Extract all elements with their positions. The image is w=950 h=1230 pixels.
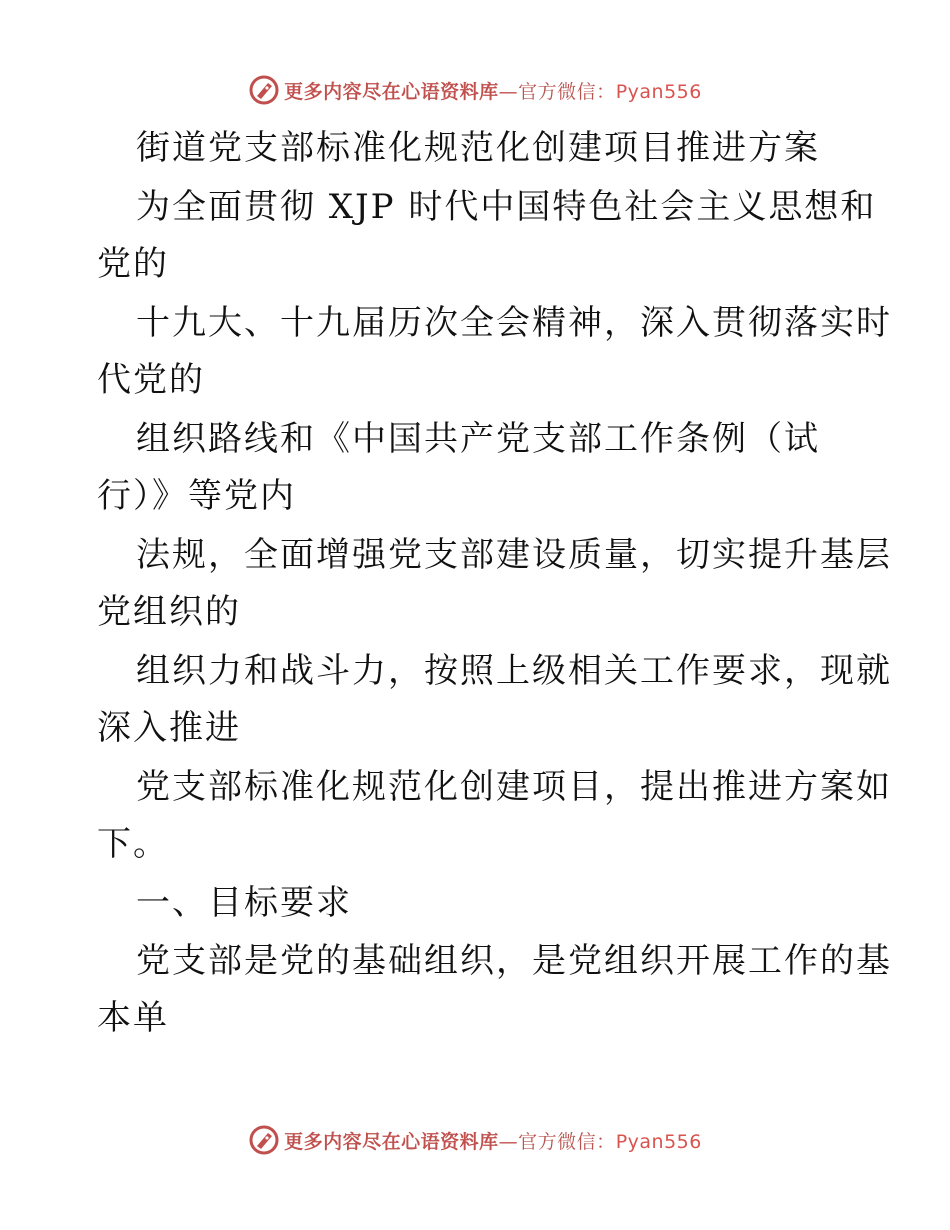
- paragraph-line: 党支部是党的基础组织，是党组织开展工作的基: [136, 941, 892, 981]
- banner-separator: —: [498, 80, 519, 103]
- header-banner: [0, 72, 950, 108]
- paragraph-line: 党支部标准化规范化创建项目，提出推进方案如: [136, 767, 892, 807]
- pen-nib-logo-icon: [248, 74, 280, 106]
- paragraph-line: 党组织的: [97, 592, 241, 632]
- banner-text: [284, 1127, 702, 1154]
- banner-main-text: 更多内容尽在心语资料库: [284, 1130, 499, 1153]
- paragraph-line: 行）》等党内: [97, 476, 296, 516]
- paragraph-line: 为全面贯彻 XJP 时代中国特色社会主义思想和: [136, 187, 877, 227]
- paragraph-line: 十九大、十九届历次全会精神，深入贯彻落实时: [136, 303, 892, 343]
- banner-separator: —: [498, 1130, 519, 1153]
- paragraph-line: 党的: [97, 244, 169, 284]
- banner-main-text: 更多内容尽在心语资料库: [284, 80, 499, 103]
- paragraph-line: 组织路线和《中国共产党支部工作条例（试: [136, 419, 820, 459]
- banner-wechat-label: 官方微信：: [518, 80, 616, 103]
- banner-wechat-id: Pyan556: [615, 1130, 702, 1153]
- paragraph-line: 本单: [97, 998, 169, 1038]
- banner-wechat-label: 官方微信：: [518, 1130, 616, 1153]
- document-title: 街道党支部标准化规范化创建项目推进方案: [136, 128, 820, 168]
- paragraph-line: 深入推进: [97, 708, 241, 748]
- paragraph-line: 下。: [97, 824, 169, 864]
- section-heading: 一、目标要求: [136, 883, 352, 923]
- pen-nib-logo-icon: [248, 1124, 280, 1156]
- banner-text: [284, 77, 702, 104]
- paragraph-line: 代党的: [97, 360, 205, 400]
- paragraph-line: 组织力和战斗力，按照上级相关工作要求，现就: [136, 651, 892, 691]
- banner-wechat-id: Pyan556: [615, 80, 702, 103]
- paragraph-line: 法规，全面增强党支部建设质量，切实提升基层: [136, 535, 892, 575]
- footer-banner: [0, 1122, 950, 1158]
